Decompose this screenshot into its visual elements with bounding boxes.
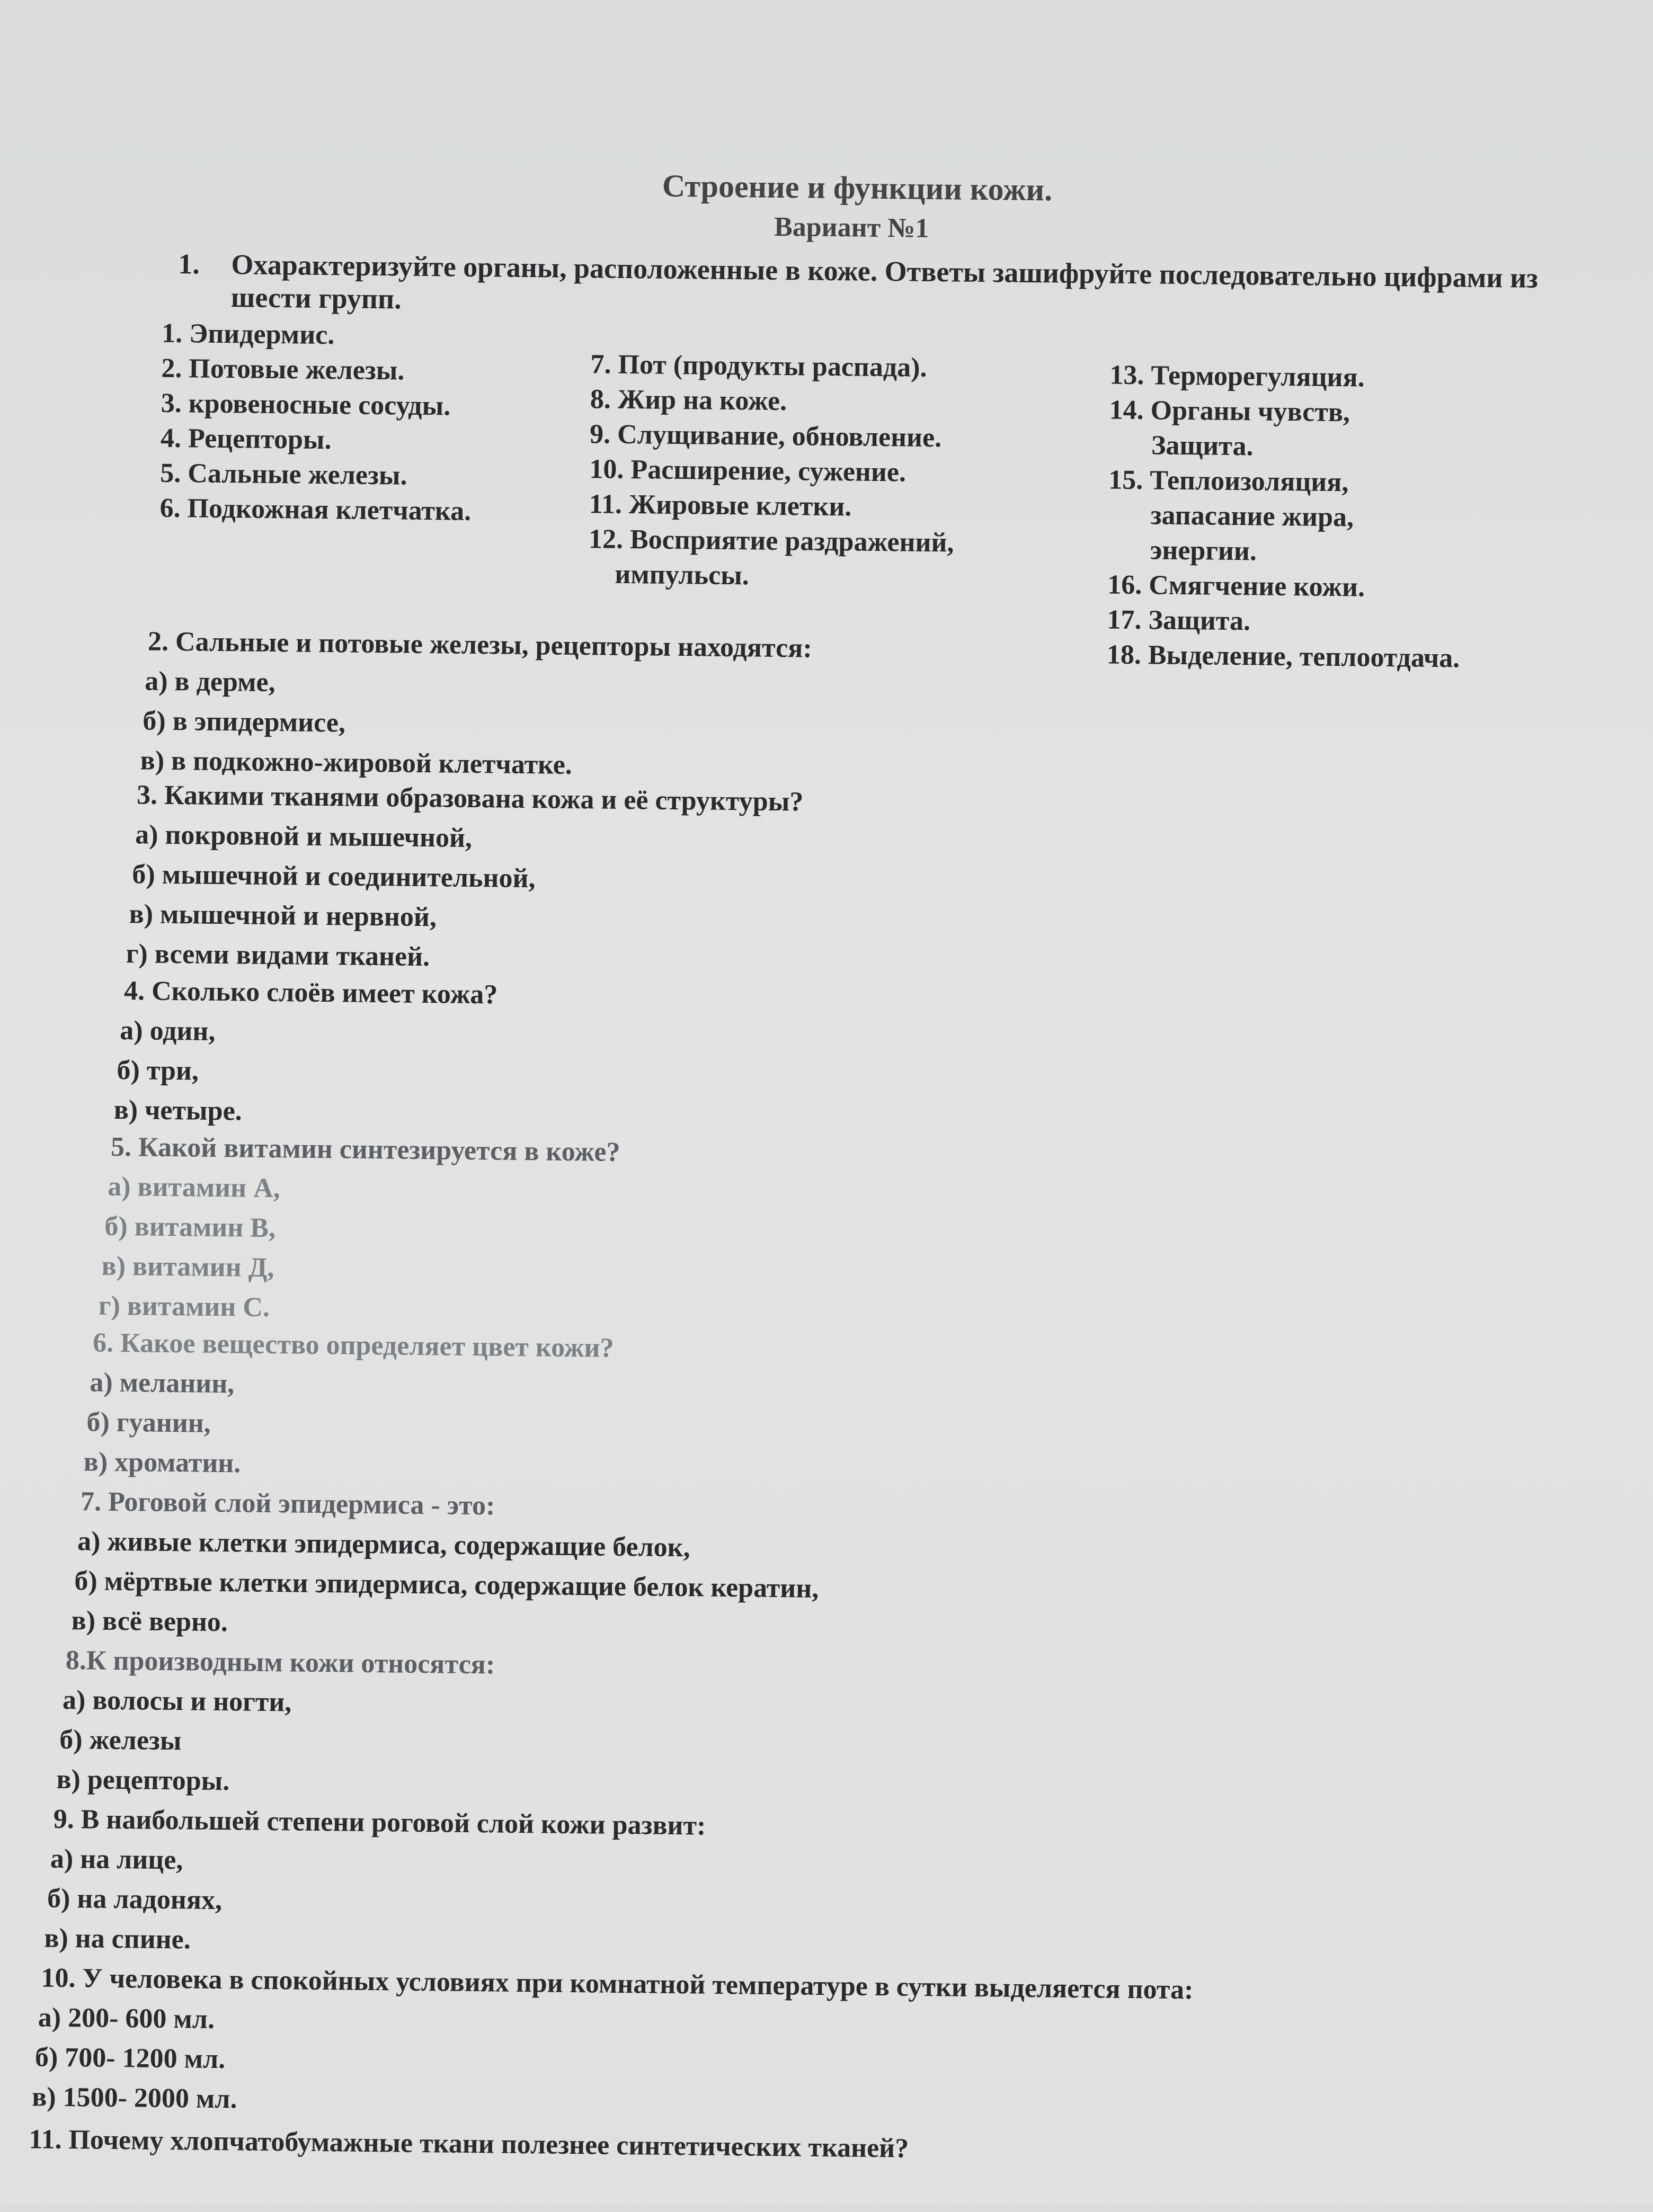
answer-option: б) 700- 1200 мл. xyxy=(34,2042,226,2075)
question-2: 2. Сальные и потовые железы, рецепторы находятся: xyxy=(147,626,813,664)
function-item: 14. Органы чувств, xyxy=(1109,395,1350,428)
answer-option: б) железы xyxy=(59,1724,182,1756)
answer-option: а) 200- 600 мл. xyxy=(38,2002,215,2035)
answer-option: а) покровной и мышечной, xyxy=(135,819,473,853)
organ-item: 5. Сальные железы. xyxy=(160,458,407,491)
function-item: импульсы. xyxy=(615,559,750,591)
answer-option: б) на ладонях, xyxy=(47,1883,223,1916)
function-item: 7. Пот (продукты распада). xyxy=(590,349,927,383)
question-1-number: 1. xyxy=(178,248,200,280)
answer-option: б) витамин В, xyxy=(104,1211,276,1244)
answer-option: г) витамин С. xyxy=(98,1290,270,1323)
answer-option: а) меланин, xyxy=(90,1367,235,1399)
function-item: 11. Жировые клетки. xyxy=(589,489,852,522)
answer-option: а) на лице, xyxy=(50,1843,183,1876)
question-8: 8.К производным кожи относятся: xyxy=(65,1645,495,1680)
functions-list-b xyxy=(1107,358,1587,677)
function-item: 18. Выделение, теплоотдача. xyxy=(1106,639,1460,674)
answer-option: а) волосы и ногти, xyxy=(62,1684,292,1718)
function-item: 12. Восприятие раздражений, xyxy=(588,524,954,558)
page-title: Строение и функции кожи. xyxy=(662,168,1053,208)
answer-option: а) живые клетки эпидермиса, содержащие белок, xyxy=(77,1526,690,1563)
question-1 xyxy=(173,247,1551,327)
answer-option: в) в подкожно-жировой клетчатке. xyxy=(140,745,573,780)
variant-label: Вариант №1 xyxy=(774,211,929,244)
answer-option: в) рецепторы. xyxy=(56,1764,230,1797)
question-10: 10. У человека в спокойных условиях при комнатной температуре в сутки выделяется пота: xyxy=(41,1963,1194,2005)
answer-option: б) три, xyxy=(117,1055,199,1086)
functions-list-a xyxy=(588,347,1068,596)
answer-option: в) четыре. xyxy=(113,1094,243,1127)
function-item: 13. Терморегуляция. xyxy=(1109,360,1365,393)
question-9: 9. В наибольшей степени роговой слой кожи развит: xyxy=(53,1804,706,1841)
question-3: 3. Какими тканями образована кожа и её структуры? xyxy=(136,780,804,817)
question-4: 4. Сколько слоёв имеет кожа? xyxy=(123,976,498,1010)
answer-option: в) витамин Д, xyxy=(101,1251,274,1283)
question-6: 6. Какое вещество определяет цвет кожи? xyxy=(92,1327,614,1363)
organ-item: 6. Подкожная клетчатка. xyxy=(159,493,472,527)
organ-item: 2. Потовые железы. xyxy=(161,353,405,386)
answer-option: б) мёртвые клетки эпидермиса, содержащие белок кератин, xyxy=(74,1566,819,1604)
answer-option: а) в дерме, xyxy=(144,666,276,698)
function-item: энергии. xyxy=(1150,535,1257,567)
answer-option: б) мышечной и соединительной, xyxy=(132,859,536,894)
answer-option: в) мышечной и нервной, xyxy=(129,899,437,933)
organs-list xyxy=(159,316,585,530)
question-5: 5. Какой витамин синтезируется в коже? xyxy=(110,1131,620,1167)
function-item: 10. Расширение, сужение. xyxy=(589,454,907,488)
function-item: Защита. xyxy=(1151,430,1254,462)
question-7: 7. Роговой слой эпидермиса - это: xyxy=(80,1486,495,1521)
answer-option: в) хроматин. xyxy=(83,1447,241,1479)
question-1-text: Охарактеризуйте органы, расположенные в коже. Ответы зашифруйте последовательно цифрами из шести групп. xyxy=(230,248,1539,315)
organ-item: 4. Рецепторы. xyxy=(160,423,332,456)
organ-item: 1. Эпидермис. xyxy=(161,318,335,351)
answer-option: б) в эпидермисе, xyxy=(143,706,346,738)
function-item: 8. Жир на коже. xyxy=(590,384,787,417)
question-11: 11. Почему хлопчатобумажные ткани полезнее синтетических тканей? xyxy=(29,2124,909,2164)
function-item: 17. Защита. xyxy=(1107,604,1251,637)
answer-option: в) 1500- 2000 мл. xyxy=(31,2082,237,2115)
answer-option: в) на спине. xyxy=(44,1923,191,1955)
function-item: 16. Смягчение кожи. xyxy=(1107,569,1365,603)
answer-option: в) всё верно. xyxy=(71,1606,228,1638)
answer-option: б) гуанин, xyxy=(86,1407,211,1439)
organ-item: 3. кровеносные сосуды. xyxy=(161,388,451,422)
function-item: 9. Слущивание, обновление. xyxy=(589,419,942,453)
function-item: запасание жира, xyxy=(1150,500,1354,533)
answer-option: г) всеми видами тканей. xyxy=(126,939,430,973)
function-item: 15. Теплоизоляция, xyxy=(1108,465,1349,498)
answer-option: а) витамин А, xyxy=(107,1171,280,1204)
answer-option: а) один, xyxy=(120,1015,216,1047)
